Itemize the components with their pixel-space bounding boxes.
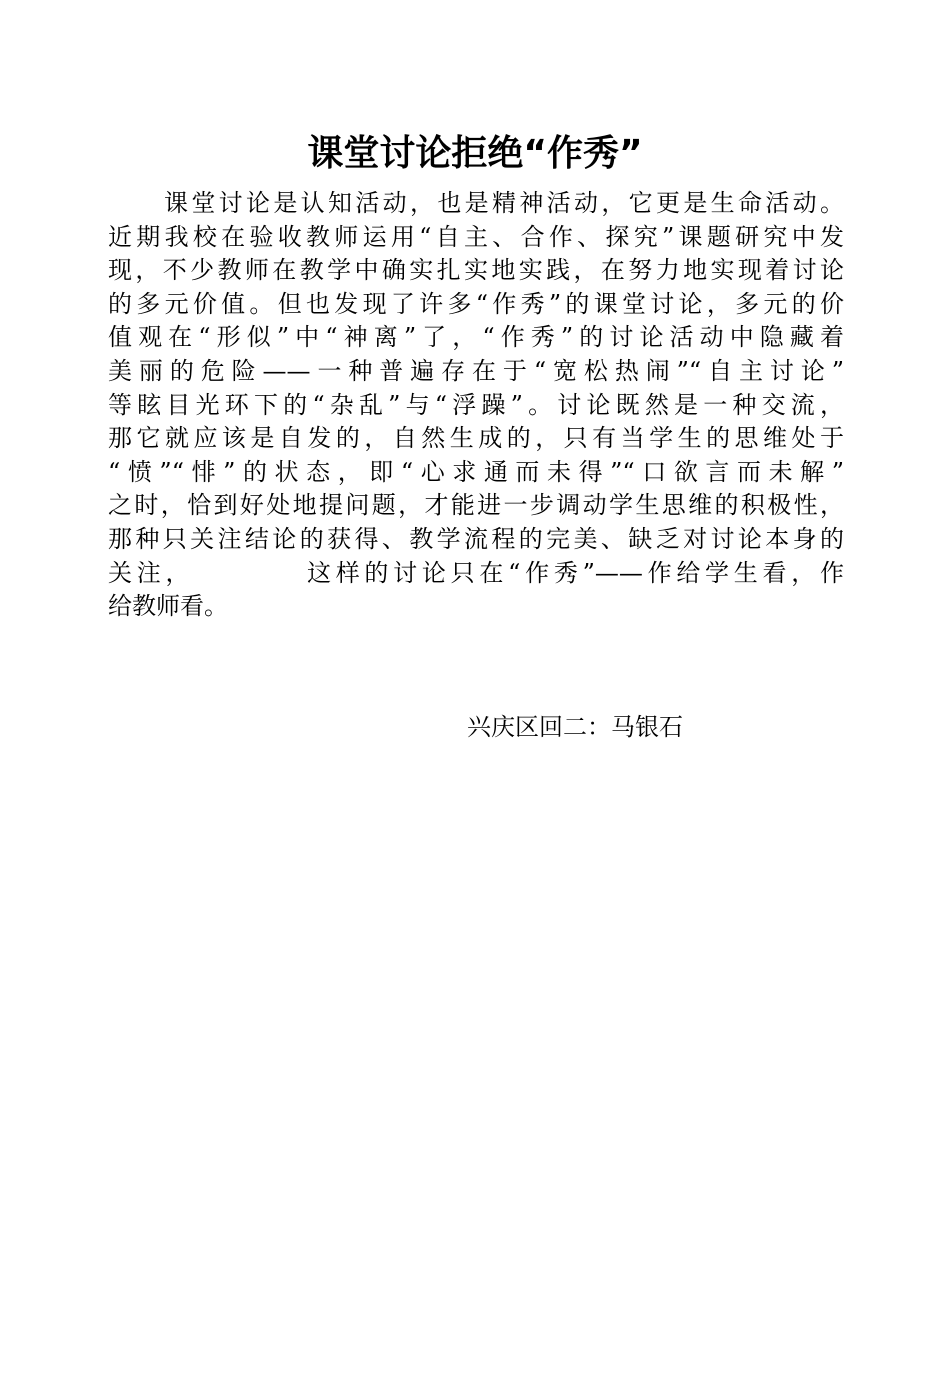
paragraph-line: 之时，恰到好处地提问题，才能进一步调动学生思维的积极性， xyxy=(108,491,844,520)
body-paragraph xyxy=(108,187,844,624)
paragraph-line: 现，不少教师在教学中确实扎实地实践，在努力地实现着讨论 xyxy=(108,256,844,285)
paragraph-last-line: 给教师看。 xyxy=(108,592,228,621)
paragraph-line: “愤”“悱”的状态，即“心求通而未得”“口欲言而未解” xyxy=(108,457,844,486)
paragraph-line: 那它就应该是自发的，自然生成的，只有当学生的思维处于 xyxy=(108,424,844,453)
document-title: 课堂讨论拒绝“作秀” xyxy=(307,133,643,174)
paragraph-line-segment: 关注， xyxy=(108,558,195,587)
author-signature: 兴庆区回二：马银石 xyxy=(467,713,683,741)
paragraph-line: 等眩目光环下的“杂乱”与“浮躁”。讨论既然是一种交流， xyxy=(108,390,844,419)
paragraph-line: 值观在“形似”中“神离”了，“作秀”的讨论活动中隐藏着 xyxy=(108,323,844,352)
paragraph-line: 美丽的危险——一种普遍存在于“宽松热闹”“自主讨论” xyxy=(108,356,844,385)
paragraph-line: 的多元价值。但也发现了许多“作秀”的课堂讨论，多元的价 xyxy=(108,289,844,318)
paragraph-line-with-gap xyxy=(108,557,844,591)
paragraph-line: 课堂讨论是认知活动，也是精神活动，它更是生命活动。 xyxy=(164,189,844,217)
paragraph-line: 那种只关注结论的获得、教学流程的完美、缺乏对讨论本身的 xyxy=(108,524,844,553)
paragraph-line: 近期我校在验收教师运用“自主、合作、探究”课题研究中发 xyxy=(108,222,844,251)
paragraph-line-segment: 这样的讨论只在“作秀”——作给学生看，作 xyxy=(302,558,845,587)
